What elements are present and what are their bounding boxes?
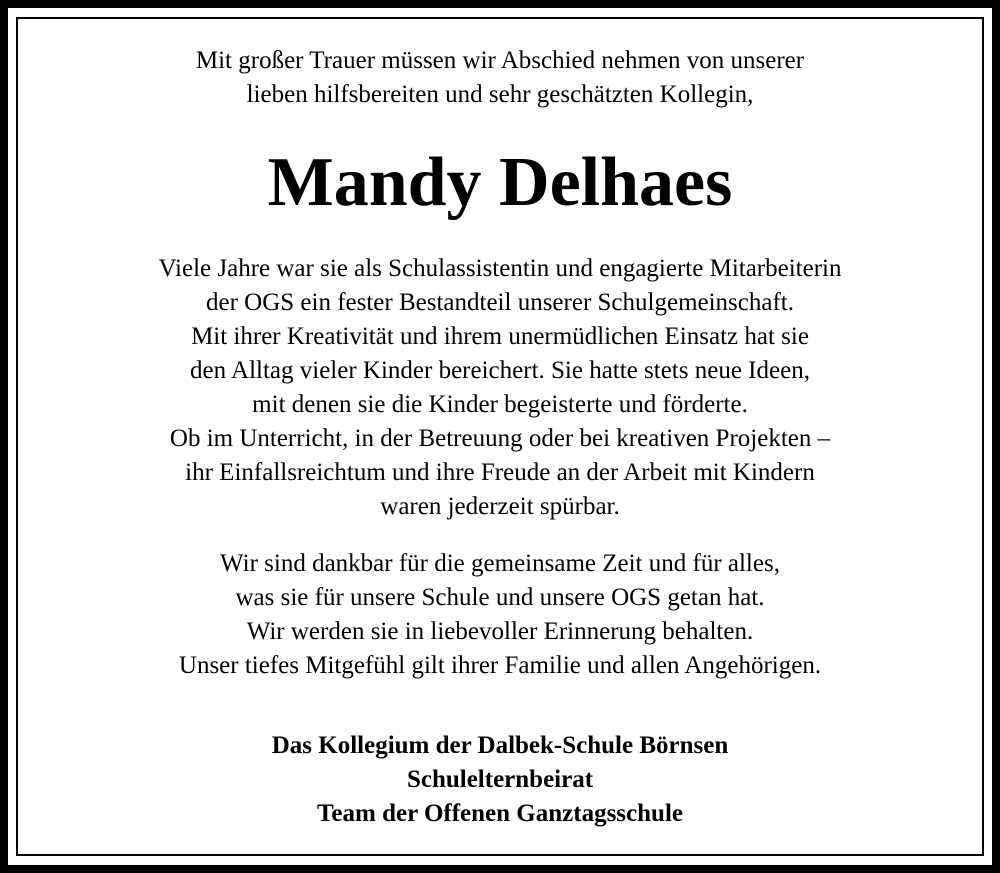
thanks-line: Wir werden sie in liebevoller Erinnerung behalten. <box>246 618 754 645</box>
intro-line: lieben hilfsbereiten und sehr geschätzten Kollegin, <box>246 81 754 108</box>
tribute-line: der OGS ein fester Bestandteil unserer Schulgemeinschaft. <box>205 289 794 316</box>
tribute-line: mit denen sie die Kinder begeisterte und förderte. <box>252 391 748 418</box>
signature-line: Team der Offenen Ganztagsschule <box>317 800 683 827</box>
signature-line: Das Kollegium der Dalbek-Schule Börnsen <box>271 732 729 759</box>
thanks-line: Wir sind dankbar für die gemeinsame Zeit und für alles, <box>220 550 780 577</box>
tribute-line: den Alltag vieler Kinder bereichert. Sie hatte stets neue Ideen, <box>190 357 810 384</box>
tribute-line: ihr Einfallsreichtum und ihre Freude an der Arbeit mit Kindern <box>185 459 815 486</box>
intro-paragraph <box>16 44 984 112</box>
thanks-line: was sie für unsere Schule und unsere OGS getan hat. <box>235 584 765 611</box>
deceased-name: Mandy Delhaes <box>267 144 733 221</box>
tribute-paragraph <box>16 252 984 524</box>
intro-line: Mit großer Trauer müssen wir Abschied nehmen von unserer <box>195 47 805 74</box>
signature-line: Schulelternbeirat <box>406 766 594 793</box>
tribute-line: Mit ihrer Kreativität und ihrem unermüdlichen Einsatz hat sie <box>191 323 809 350</box>
tribute-line: Viele Jahre war sie als Schulassistentin und engagierte Mitarbeiterin <box>158 255 842 282</box>
signature-block <box>16 729 984 831</box>
thanks-paragraph <box>16 547 984 683</box>
tribute-line: waren jederzeit spürbar. <box>380 493 620 520</box>
thanks-line: Unser tiefes Mitgefühl gilt ihrer Familie und allen Angehörigen. <box>178 652 822 679</box>
tribute-line: Ob im Unterricht, in der Betreuung oder bei kreativen Projekten – <box>169 425 831 452</box>
